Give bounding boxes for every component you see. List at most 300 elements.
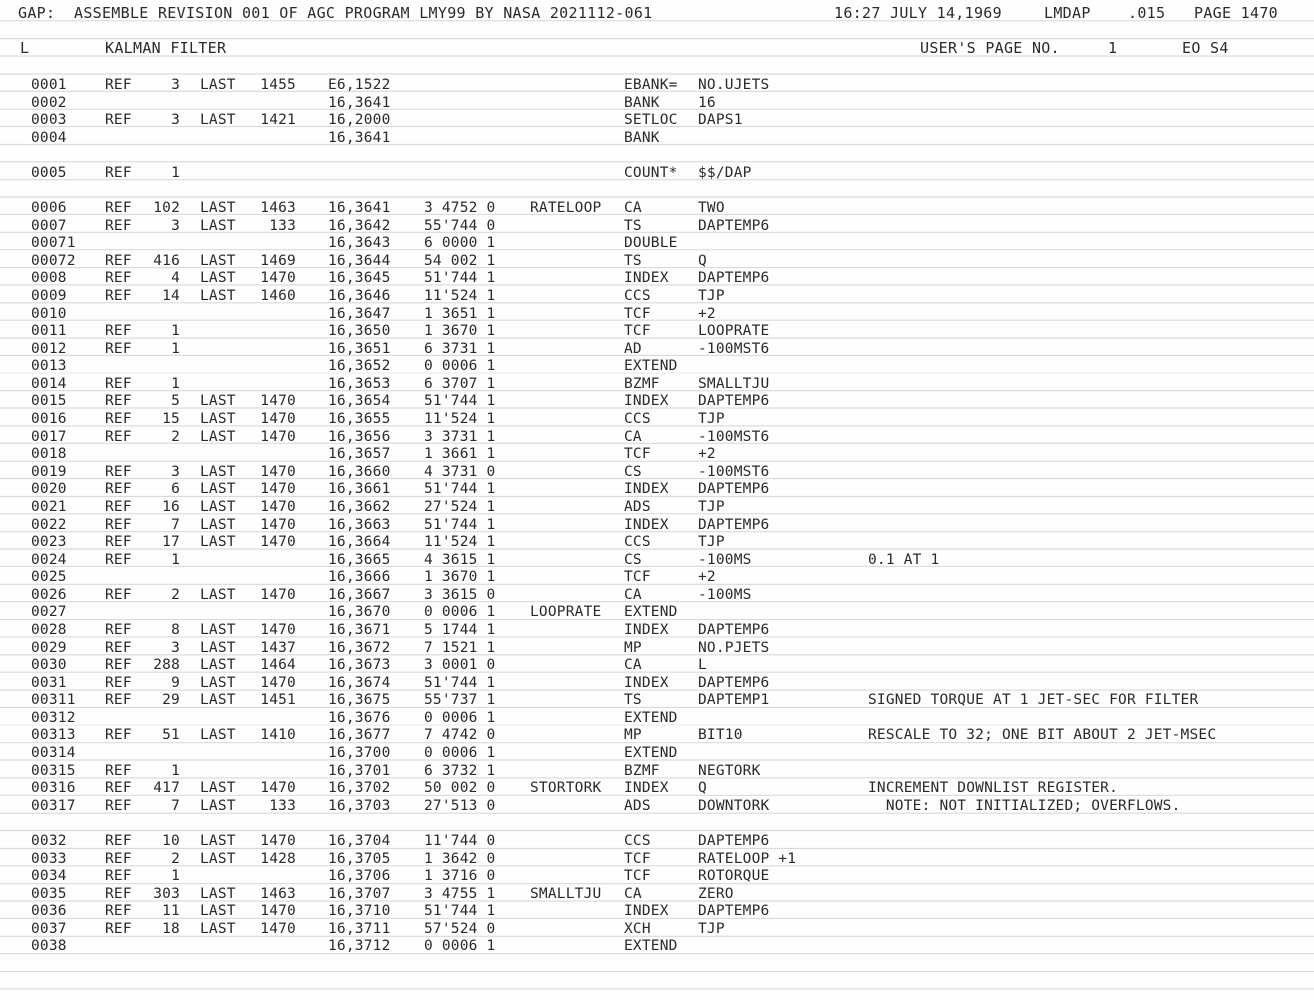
line-number: 0024 (31, 551, 67, 568)
object-code: 11'524 1 (424, 534, 496, 551)
object-code: 0 0006 1 (424, 604, 496, 621)
last-keyword: LAST (200, 252, 236, 269)
ref-keyword: REF (105, 411, 132, 428)
operand: +2 (698, 569, 716, 586)
program-name: LMDAP (1044, 4, 1091, 22)
operand: TJP (698, 534, 725, 551)
ref-count: 5 (171, 393, 180, 410)
user-page-label: USER'S PAGE NO. (920, 39, 1060, 57)
label: RATELOOP (530, 200, 602, 217)
object-code: 50 002 0 (424, 780, 496, 797)
opcode: TCF (624, 305, 651, 322)
assembly-time: 16:27 JULY 14,1969 (834, 4, 1002, 22)
ref-keyword: REF (105, 780, 132, 797)
address: 16,3703 (328, 797, 391, 814)
opcode: TCF (624, 850, 651, 867)
last-keyword: LAST (200, 780, 236, 797)
address: 16,3654 (328, 393, 391, 410)
object-code: 0 0006 1 (424, 709, 496, 726)
ref-count: 11 (162, 903, 180, 920)
line-number: 0003 (31, 112, 67, 129)
last-line-number: 1470 (260, 393, 296, 410)
line-number: 0036 (31, 903, 67, 920)
object-code: 6 3707 1 (424, 375, 496, 392)
line-number: 0027 (31, 604, 67, 621)
opcode: INDEX (624, 270, 669, 287)
listing-row (0, 146, 1314, 164)
address: 16,3666 (328, 569, 391, 586)
operand: -100MST6 (698, 463, 770, 480)
object-code: 4 3615 1 (424, 551, 496, 568)
listing-row (0, 709, 1314, 727)
operand: RATELOOP +1 (698, 850, 797, 867)
last-keyword: LAST (200, 586, 236, 603)
last-keyword: LAST (200, 920, 236, 937)
last-line-number: 1421 (260, 112, 296, 129)
last-line-number: 1470 (260, 780, 296, 797)
object-code: 11'524 1 (424, 287, 496, 304)
last-keyword: LAST (200, 885, 236, 902)
ref-count: 17 (162, 534, 180, 551)
last-line-number: 1470 (260, 481, 296, 498)
object-code: 1 3670 1 (424, 569, 496, 586)
ref-count: 417 (153, 780, 180, 797)
line-number: 0005 (31, 164, 67, 181)
ref-count: 1 (171, 375, 180, 392)
opcode: CCS (624, 411, 651, 428)
address: 16,3665 (328, 551, 391, 568)
object-code: 51'744 1 (424, 674, 496, 691)
address: 16,3711 (328, 920, 391, 937)
listing-row (0, 797, 1314, 815)
opcode: TCF (624, 868, 651, 885)
ref-keyword: REF (105, 287, 132, 304)
listing-row (0, 217, 1314, 235)
line-number: 0026 (31, 586, 67, 603)
opcode: TCF (624, 323, 651, 340)
listing-row (0, 410, 1314, 428)
operand: SMALLTJU (698, 375, 770, 392)
ref-keyword: REF (105, 340, 132, 357)
eo-code: EO S4 (1182, 39, 1229, 57)
listing-row (0, 234, 1314, 252)
line-number: 0028 (31, 621, 67, 638)
last-keyword: LAST (200, 463, 236, 480)
line-number: 0033 (31, 850, 67, 867)
operand: TJP (698, 498, 725, 515)
operand: NO.UJETS (698, 77, 770, 93)
last-keyword: LAST (200, 393, 236, 410)
ref-count: 2 (171, 428, 180, 445)
object-code: 6 3732 1 (424, 762, 496, 779)
operand: -100MS (698, 586, 752, 603)
line-number: 0008 (31, 270, 67, 287)
last-line-number: 1451 (260, 692, 296, 709)
last-keyword: LAST (200, 621, 236, 638)
opcode: CA (624, 200, 642, 217)
address: 16,3707 (328, 885, 391, 902)
opcode: XCH (624, 920, 651, 937)
listing-row (0, 621, 1314, 639)
ref-count: 4 (171, 270, 180, 287)
last-line-number: 1463 (260, 200, 296, 217)
opcode: DOUBLE (624, 235, 678, 252)
object-code: 1 3716 0 (424, 868, 496, 885)
ref-keyword: REF (105, 657, 132, 674)
operand: Q (698, 252, 707, 269)
last-line-number: 1470 (260, 674, 296, 691)
ref-keyword: REF (105, 885, 132, 902)
object-code: 4 3731 0 (424, 463, 496, 480)
last-keyword: LAST (200, 797, 236, 814)
address: 16,3700 (328, 745, 391, 762)
ref-keyword: REF (105, 481, 132, 498)
operand: TJP (698, 920, 725, 937)
ref-count: 14 (162, 287, 180, 304)
object-code: 6 3731 1 (424, 340, 496, 357)
operand: -100MST6 (698, 428, 770, 445)
operand: TJP (698, 287, 725, 304)
ref-keyword: REF (105, 850, 132, 867)
ref-count: 3 (171, 463, 180, 480)
ref-keyword: REF (105, 920, 132, 937)
opcode: CA (624, 586, 642, 603)
object-code: 3 4752 0 (424, 200, 496, 217)
last-keyword: LAST (200, 217, 236, 234)
line-number: 0009 (31, 287, 67, 304)
page-number: PAGE 1470 (1194, 4, 1278, 22)
address: 16,3663 (328, 516, 391, 533)
object-code: 3 0001 0 (424, 657, 496, 674)
section-mark: L (20, 39, 30, 57)
last-keyword: LAST (200, 692, 236, 709)
address: 16,3677 (328, 727, 391, 744)
operand: BIT10 (698, 727, 743, 744)
operand: +2 (698, 446, 716, 463)
opcode: ADS (624, 797, 651, 814)
ref-count: 15 (162, 411, 180, 428)
address: 16,3675 (328, 692, 391, 709)
last-line-number: 1470 (260, 621, 296, 638)
address: 16,3705 (328, 850, 391, 867)
listing-row (0, 937, 1314, 955)
line-number: 0013 (31, 358, 67, 375)
opcode: TS (624, 217, 642, 234)
opcode: EXTEND (624, 709, 678, 726)
listing-row (0, 551, 1314, 569)
ref-keyword: REF (105, 621, 132, 638)
listing-row (0, 779, 1314, 797)
address: 16,3651 (328, 340, 391, 357)
opcode: CS (624, 463, 642, 480)
object-code: 0 0006 1 (424, 745, 496, 762)
comment: INCREMENT DOWNLIST REGISTER. (868, 780, 1119, 797)
ref-count: 1 (171, 323, 180, 340)
address: 16,3676 (328, 709, 391, 726)
ref-keyword: REF (105, 428, 132, 445)
ref-count: 2 (171, 586, 180, 603)
ref-count: 51 (162, 727, 180, 744)
ref-keyword: REF (105, 692, 132, 709)
address: 16,3647 (328, 305, 391, 322)
line-number: 00312 (31, 709, 76, 726)
last-line-number: 133 (269, 797, 296, 814)
listing-row (0, 428, 1314, 446)
operand: ZERO (698, 885, 734, 902)
label: SMALLTJU (530, 885, 602, 902)
last-keyword: LAST (200, 832, 236, 849)
last-line-number: 1470 (260, 832, 296, 849)
line-number: 0010 (31, 305, 67, 322)
operand: DAPTEMP1 (698, 692, 770, 709)
ref-count: 3 (171, 639, 180, 656)
address: 16,3645 (328, 270, 391, 287)
object-code: 54 002 1 (424, 252, 496, 269)
ref-count: 7 (171, 516, 180, 533)
line-number: 0030 (31, 657, 67, 674)
listing-row (0, 603, 1314, 621)
address: 16,3656 (328, 428, 391, 445)
ref-count: 3 (171, 217, 180, 234)
ref-count: 1 (171, 164, 180, 181)
line-number: 00071 (31, 235, 76, 252)
line-number: 0038 (31, 938, 67, 955)
operand: -100MS (698, 551, 752, 568)
last-keyword: LAST (200, 428, 236, 445)
address: 16,3712 (328, 938, 391, 955)
comment: SIGNED TORQUE AT 1 JET-SEC FOR FILTER (868, 692, 1199, 709)
address: 16,3646 (328, 287, 391, 304)
comment: 0.1 AT 1 (868, 551, 940, 568)
ref-keyword: REF (105, 551, 132, 568)
ref-count: 303 (153, 885, 180, 902)
last-keyword: LAST (200, 903, 236, 920)
object-code: 3 4755 1 (424, 885, 496, 902)
address: 16,3655 (328, 411, 391, 428)
opcode: BZMF (624, 762, 660, 779)
ref-keyword: REF (105, 534, 132, 551)
opcode: CCS (624, 534, 651, 551)
line-number: 0023 (31, 534, 67, 551)
assembly-title: GAP: ASSEMBLE REVISION 001 OF AGC PROGRAM LMY99 BY NASA 2021112-061 (18, 4, 653, 22)
line-number: 0025 (31, 569, 67, 586)
operand: DAPTEMP6 (698, 832, 770, 849)
ref-keyword: REF (105, 516, 132, 533)
line-number: 0002 (31, 94, 67, 111)
opcode: TS (624, 692, 642, 709)
ref-keyword: REF (105, 903, 132, 920)
operand: DAPS1 (698, 112, 743, 129)
ref-keyword: REF (105, 727, 132, 744)
line-number: 0015 (31, 393, 67, 410)
line-number: 00311 (31, 692, 76, 709)
ref-count: 29 (162, 692, 180, 709)
line-number: 0037 (31, 920, 67, 937)
address: 16,3641 (328, 200, 391, 217)
object-code: 11'744 0 (424, 832, 496, 849)
listing-row (0, 656, 1314, 674)
ref-count: 1 (171, 868, 180, 885)
opcode: TCF (624, 446, 651, 463)
line-number: 0004 (31, 129, 67, 146)
listing-row (0, 498, 1314, 516)
comment: RESCALE TO 32; ONE BIT ABOUT 2 JET-MSEC (868, 727, 1217, 744)
line-number: 0016 (31, 411, 67, 428)
opcode: INDEX (624, 393, 669, 410)
listing-row (0, 586, 1314, 604)
last-line-number: 1470 (260, 534, 296, 551)
listing-row (0, 762, 1314, 780)
address: 16,3644 (328, 252, 391, 269)
opcode: CCS (624, 832, 651, 849)
listing-row (0, 814, 1314, 832)
last-line-number: 1460 (260, 287, 296, 304)
opcode: COUNT* (624, 164, 678, 181)
line-number: 0035 (31, 885, 67, 902)
listing-row (0, 867, 1314, 885)
last-line-number: 1463 (260, 885, 296, 902)
line-number: 0014 (31, 375, 67, 392)
address: E6,1522 (328, 77, 391, 93)
object-code: 57'524 0 (424, 920, 496, 937)
operand: Q (698, 780, 707, 797)
opcode: CA (624, 428, 642, 445)
object-code: 27'524 1 (424, 498, 496, 515)
ref-count: 18 (162, 920, 180, 937)
last-keyword: LAST (200, 657, 236, 674)
line-number: 0001 (31, 77, 67, 93)
opcode: BANK (624, 94, 660, 111)
listing-row (0, 445, 1314, 463)
operand: -100MST6 (698, 340, 770, 357)
operand: $$/DAP (698, 164, 752, 181)
address: 16,3702 (328, 780, 391, 797)
address: 16,3664 (328, 534, 391, 551)
ref-keyword: REF (105, 498, 132, 515)
ref-keyword: REF (105, 868, 132, 885)
listing-row (0, 199, 1314, 217)
listing-row (0, 674, 1314, 692)
operand: ROTORQUE (698, 868, 770, 885)
address: 16,3704 (328, 832, 391, 849)
address: 16,3650 (328, 323, 391, 340)
section-title: KALMAN FILTER (105, 39, 227, 57)
ref-count: 7 (171, 797, 180, 814)
ref-count: 16 (162, 498, 180, 515)
object-code: 0 0006 1 (424, 358, 496, 375)
opcode: INDEX (624, 903, 669, 920)
last-line-number: 1470 (260, 428, 296, 445)
operand: DAPTEMP6 (698, 270, 770, 287)
last-line-number: 1469 (260, 252, 296, 269)
ref-keyword: REF (105, 77, 132, 93)
object-code: 51'744 1 (424, 516, 496, 533)
listing-row (0, 287, 1314, 305)
line-number: 0007 (31, 217, 67, 234)
address: 16,3710 (328, 903, 391, 920)
object-code: 27'513 0 (424, 797, 496, 814)
ref-keyword: REF (105, 217, 132, 234)
listing-row (0, 322, 1314, 340)
listing-row (0, 568, 1314, 586)
listing-row (0, 463, 1314, 481)
object-code: 51'744 1 (424, 903, 496, 920)
opcode: TCF (624, 569, 651, 586)
ref-count: 416 (153, 252, 180, 269)
ref-keyword: REF (105, 762, 132, 779)
last-line-number: 1464 (260, 657, 296, 674)
opcode: EXTEND (624, 358, 678, 375)
opcode: CA (624, 657, 642, 674)
listing-row (0, 357, 1314, 375)
opcode: CS (624, 551, 642, 568)
line-number: 0018 (31, 446, 67, 463)
listing-row (0, 340, 1314, 358)
operand: DAPTEMP6 (698, 217, 770, 234)
operand: DAPTEMP6 (698, 393, 770, 410)
last-line-number: 1437 (260, 639, 296, 656)
last-keyword: LAST (200, 727, 236, 744)
listing-row (0, 691, 1314, 709)
ref-count: 102 (153, 200, 180, 217)
opcode: INDEX (624, 674, 669, 691)
line-number: 0020 (31, 481, 67, 498)
listing-row (0, 375, 1314, 393)
last-keyword: LAST (200, 481, 236, 498)
listing-row (0, 269, 1314, 287)
address: 16,3701 (328, 762, 391, 779)
label: STORTORK (530, 780, 602, 797)
address: 16,2000 (328, 112, 391, 129)
line-number: 0029 (31, 639, 67, 656)
opcode: BANK (624, 129, 660, 146)
address: 16,3706 (328, 868, 391, 885)
last-keyword: LAST (200, 287, 236, 304)
ref-count: 6 (171, 481, 180, 498)
line-number: 0017 (31, 428, 67, 445)
line-number: 00313 (31, 727, 76, 744)
last-keyword: LAST (200, 498, 236, 515)
line-number: 0031 (31, 674, 67, 691)
fraction-label: .015 (1128, 4, 1166, 22)
line-number: 0019 (31, 463, 67, 480)
last-line-number: 1455 (260, 77, 296, 93)
last-line-number: 1470 (260, 463, 296, 480)
object-code: 7 1521 1 (424, 639, 496, 656)
ref-count: 8 (171, 621, 180, 638)
ref-count: 2 (171, 850, 180, 867)
line-number: 00317 (31, 797, 76, 814)
ref-count: 3 (171, 77, 180, 93)
object-code: 1 3661 1 (424, 446, 496, 463)
operand: L (698, 657, 707, 674)
opcode: EBANK= (624, 77, 678, 93)
address: 16,3657 (328, 446, 391, 463)
listing-row (0, 111, 1314, 129)
object-code: 6 0000 1 (424, 235, 496, 252)
ref-keyword: REF (105, 393, 132, 410)
listing-row (0, 744, 1314, 762)
user-page-number: 1 (1108, 39, 1118, 57)
ref-count: 1 (171, 762, 180, 779)
operand: LOOPRATE (698, 323, 770, 340)
last-line-number: 1470 (260, 586, 296, 603)
last-keyword: LAST (200, 639, 236, 656)
ref-count: 288 (153, 657, 180, 674)
opcode: CA (624, 885, 642, 902)
opcode: MP (624, 727, 642, 744)
operand: DAPTEMP6 (698, 674, 770, 691)
